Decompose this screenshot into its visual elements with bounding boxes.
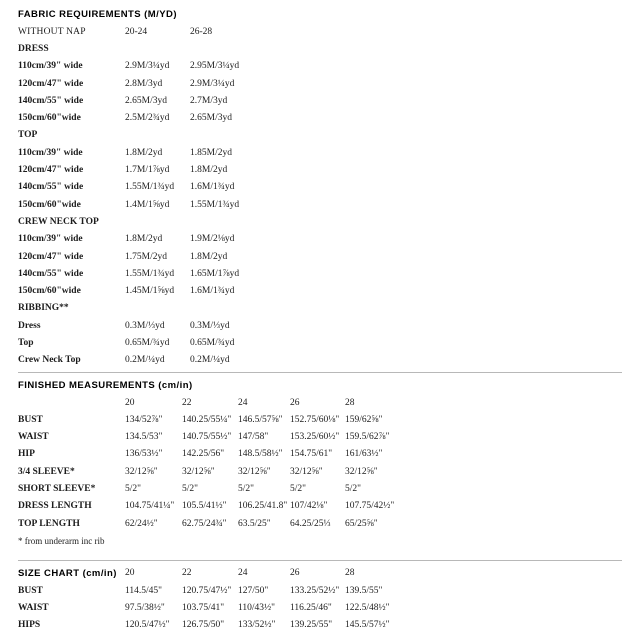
fabric-width-label: 120cm/47" wide xyxy=(18,78,84,89)
fabric-qty-20-24: 1.45M/1⅝yd xyxy=(125,286,175,297)
measurement-value: 5/2" xyxy=(345,484,362,495)
size-label: 24 xyxy=(238,568,248,579)
fabric-qty-26-28: 1.55M/1¾yd xyxy=(190,199,240,210)
measurement-value: 5/2" xyxy=(238,484,255,495)
measurement-row-dress-length: DRESS LENGTH 104.75/41¼" 105.5/41½" 106.25/41.8" 107/42⅛" 107.75/42½" xyxy=(18,498,640,515)
measurement-value: 32/12⅝" xyxy=(238,466,271,477)
measurement-value: 64.25/25⅓ xyxy=(290,518,331,529)
measurement-value: 159/62⅝" xyxy=(345,414,383,425)
fabric-width-label: 150cm/60"wide xyxy=(18,199,81,210)
measurement-value: 107/42⅛" xyxy=(290,501,328,512)
fabric-width-label: 120cm/47" wide xyxy=(18,165,84,176)
size-label: 26 xyxy=(290,397,300,408)
measurement-row-short-sleeve: SHORT SLEEVE* 5/2" 5/2" 5/2" 5/2" 5/2" xyxy=(18,480,640,497)
fabric-width-label: 140cm/55" wide xyxy=(18,95,84,106)
section-divider xyxy=(18,372,622,373)
fabric-qty-26-28: 0.65M/¾yd xyxy=(190,337,235,348)
measurement-value: 107.75/42½" xyxy=(345,501,395,512)
body-measurement-value: 120.5/47½" xyxy=(125,620,170,631)
body-measurement-value: 122.5/48½" xyxy=(345,602,390,613)
fabric-row xyxy=(18,196,640,213)
measurement-value: 142.25/56" xyxy=(182,449,225,460)
measurement-value: 140.75/55½" xyxy=(182,432,232,443)
size-group-26-28-label: 26-28 xyxy=(190,26,213,37)
fabric-qty-20-24: 1.55M/1¾yd xyxy=(125,182,175,193)
ribbing-garment-label: Top xyxy=(18,337,34,348)
body-measurement-value: 110/43½" xyxy=(238,602,276,613)
measurement-value: 140.25/55¼" xyxy=(182,414,232,425)
fabric-row xyxy=(18,75,640,92)
fabric-row xyxy=(18,161,640,178)
measurement-value: 32/12⅝" xyxy=(345,466,378,477)
fabric-qty-26-28: 0.3M/⅓yd xyxy=(190,320,230,331)
measurement-value: 161/63½" xyxy=(345,449,383,460)
fabric-group-heading-ribbing: RIBBING** xyxy=(18,303,69,314)
fabric-width-label: 140cm/55" wide xyxy=(18,182,84,193)
fabric-qty-20-24: 1.8M/2yd xyxy=(125,147,163,158)
fabric-width-label: 140cm/55" wide xyxy=(18,268,84,279)
fabric-width-label: 110cm/39" wide xyxy=(18,147,83,158)
fabric-qty-26-28: 0.2M/¼yd xyxy=(190,355,230,366)
body-measurement-value: 126.75/50" xyxy=(182,620,225,631)
fabric-qty-26-28: 1.65M/1⅞yd xyxy=(190,268,240,279)
measurement-row-bust: BUST 134/52⅞" 140.25/55¼" 146.5/57⅝" 152.75/60⅛" 159/62⅝" xyxy=(18,411,640,428)
measurement-value: 134/52⅞" xyxy=(125,414,163,425)
fabric-qty-20-24: 1.8M/2yd xyxy=(125,234,163,245)
body-measurement-value: 97.5/38½" xyxy=(125,602,165,613)
fabric-qty-20-24: 1.55M/1¾yd xyxy=(125,268,175,279)
fabric-row xyxy=(18,282,640,299)
size-chart-header-row xyxy=(18,565,640,582)
fabric-row xyxy=(18,109,640,126)
fabric-group-heading-crew-neck-top: CREW NECK TOP xyxy=(18,216,99,227)
measurement-value: 65/25⅝" xyxy=(345,518,378,529)
fabric-qty-20-24: 2.8M/3yd xyxy=(125,78,163,89)
measurement-value: 5/2" xyxy=(182,484,199,495)
measurement-value: 152.75/60⅛" xyxy=(290,414,340,425)
fabric-qty-20-24: 0.65M/¾yd xyxy=(125,337,170,348)
fabric-row xyxy=(18,231,640,248)
underarm-footnote: * from underarm inc rib xyxy=(18,535,105,546)
size-group-20-24-label: 20-24 xyxy=(125,26,148,37)
body-measurement-value: 120.75/47½" xyxy=(182,585,232,596)
fabric-qty-26-28: 1.8M/2yd xyxy=(190,251,228,262)
body-measurement-value: 103.75/41" xyxy=(182,602,225,613)
fabric-qty-20-24: 0.3M/⅓yd xyxy=(125,320,165,331)
body-measurement-value: 114.5/45" xyxy=(125,585,163,596)
fabric-qty-26-28: 2.95M/3¼yd xyxy=(190,61,240,72)
body-measurement-value: 145.5/57½" xyxy=(345,620,390,631)
fabric-qty-26-28: 2.7M/3yd xyxy=(190,95,228,106)
fabric-requirements-title: FABRIC REQUIREMENTS (M/YD) xyxy=(18,9,177,20)
size-label: 28 xyxy=(345,568,355,579)
measurement-row-hip: HIP 136/53½" 142.25/56" 148.5/58½" 154.75/61" 161/63½" xyxy=(18,446,640,463)
body-measurement-value: 127/50" xyxy=(238,585,269,596)
without-nap-label: WITHOUT NAP xyxy=(18,26,86,37)
fabric-qty-20-24: 2.5M/2¾yd xyxy=(125,113,170,124)
measurement-value: 32/12⅝" xyxy=(290,466,323,477)
body-measurement-value: 139.25/55" xyxy=(290,620,333,631)
measurement-value: 63.5/25" xyxy=(238,518,271,529)
fabric-qty-20-24: 1.75M/2yd xyxy=(125,251,167,262)
size-label: 20 xyxy=(125,397,135,408)
measurement-value: 32/12⅝" xyxy=(182,466,215,477)
measurement-value: 32/12⅝" xyxy=(125,466,158,477)
measurement-value: 153.25/60½" xyxy=(290,432,340,443)
size-label: 22 xyxy=(182,568,192,579)
size-chart-row-waist: WAIST 97.5/38½" 103.75/41" 110/43½" 116.25/46" 122.5/48½" xyxy=(18,599,640,616)
fabric-width-label: 150cm/60"wide xyxy=(18,286,81,297)
measurement-value: 62/24½" xyxy=(125,518,158,529)
measurement-value: 105.5/41½" xyxy=(182,501,227,512)
fabric-qty-26-28: 1.8M/2yd xyxy=(190,165,228,176)
measurement-value: 146.5/57⅝" xyxy=(238,414,283,425)
fabric-row xyxy=(18,352,640,369)
fabric-row xyxy=(18,92,640,109)
fabric-width-label: 150cm/60"wide xyxy=(18,113,81,124)
measurement-value: 147/58" xyxy=(238,432,269,443)
fabric-qty-26-28: 2.65M/3yd xyxy=(190,113,232,124)
measurement-value: 134.5/53" xyxy=(125,432,163,443)
section-divider xyxy=(18,560,622,561)
fabric-width-label: 110cm/39" wide xyxy=(18,61,83,72)
ribbing-garment-label: Crew Neck Top xyxy=(18,355,81,366)
fabric-qty-26-28: 1.85M/2yd xyxy=(190,147,232,158)
body-measurement-value: 139.5/55" xyxy=(345,585,383,596)
measurement-value: 62.75/24¾" xyxy=(182,518,227,529)
fabric-row xyxy=(18,179,640,196)
body-measurement-value: 116.25/46" xyxy=(290,602,332,613)
fabric-qty-26-28: 1.6M/1¾yd xyxy=(190,286,235,297)
body-measurement-value: 133.25/52½" xyxy=(290,585,340,596)
fabric-group-heading-dress: DRESS xyxy=(18,43,49,54)
measurement-value: 104.75/41¼" xyxy=(125,501,175,512)
size-label: 20 xyxy=(125,568,135,579)
fabric-qty-20-24: 2.65M/3yd xyxy=(125,95,167,106)
fabric-qty-20-24: 1.7M/1⅞yd xyxy=(125,165,170,176)
fabric-qty-20-24: 0.2M/¼yd xyxy=(125,355,165,366)
finished-measurements-title: FINISHED MEASUREMENTS (cm/in) xyxy=(18,379,193,391)
fabric-row xyxy=(18,58,640,75)
fabric-qty-26-28: 2.9M/3¼yd xyxy=(190,78,235,89)
fabric-width-label: 120cm/47" wide xyxy=(18,251,84,262)
fabric-group-heading-top: TOP xyxy=(18,130,38,141)
fabric-row xyxy=(18,144,640,161)
fabric-qty-20-24: 1.4M/1⅝yd xyxy=(125,199,170,210)
fabric-row xyxy=(18,334,640,351)
size-chart-row-hips: HIPS 120.5/47½" 126.75/50" 133/52½" 139.25/55" 145.5/57½" xyxy=(18,617,640,634)
measurement-value: 106.25/41.8" xyxy=(238,501,288,512)
measurement-value: 148.5/58½" xyxy=(238,449,283,460)
fabric-header-row xyxy=(18,23,640,40)
measurement-value: 136/53½" xyxy=(125,449,163,460)
fabric-qty-26-28: 1.9M/2⅛yd xyxy=(190,234,235,245)
fabric-row xyxy=(18,265,640,282)
measurement-value: 159.5/62⅞" xyxy=(345,432,390,443)
measurement-value: 154.75/61" xyxy=(290,449,333,460)
measurement-row-waist: WAIST 134.5/53" 140.75/55½" 147/58" 153.25/60½" 159.5/62⅞" xyxy=(18,429,640,446)
size-chart-row-bust: BUST 114.5/45" 120.75/47½" 127/50" 133.25/52½" 139.5/55" xyxy=(18,582,640,599)
size-label: 28 xyxy=(345,397,355,408)
finished-measurements-size-header-row xyxy=(18,394,640,411)
measurement-value: 5/2" xyxy=(290,484,307,495)
fabric-qty-26-28: 1.6M/1¾yd xyxy=(190,182,235,193)
fabric-row xyxy=(18,248,640,265)
fabric-qty-20-24: 2.9M/3¼yd xyxy=(125,61,170,72)
fabric-row xyxy=(18,317,640,334)
measurement-row-three-quarter-sleeve: 3/4 SLEEVE* 32/12⅝" 32/12⅝" 32/12⅝" 32/12⅝" 32/12⅝" xyxy=(18,463,640,480)
body-measurement-value: 133/52½" xyxy=(238,620,276,631)
fabric-width-label: 110cm/39" wide xyxy=(18,234,83,245)
measurement-row-top-length: TOP LENGTH 62/24½" 62.75/24¾" 63.5/25" 64.25/25⅓ 65/25⅝" xyxy=(18,515,640,532)
size-label: 26 xyxy=(290,568,300,579)
measurement-value: 5/2" xyxy=(125,484,142,495)
size-chart-title: SIZE CHART (cm/in) xyxy=(18,567,117,579)
size-label: 22 xyxy=(182,397,192,408)
ribbing-garment-label: Dress xyxy=(18,320,41,331)
size-label: 24 xyxy=(238,397,248,408)
